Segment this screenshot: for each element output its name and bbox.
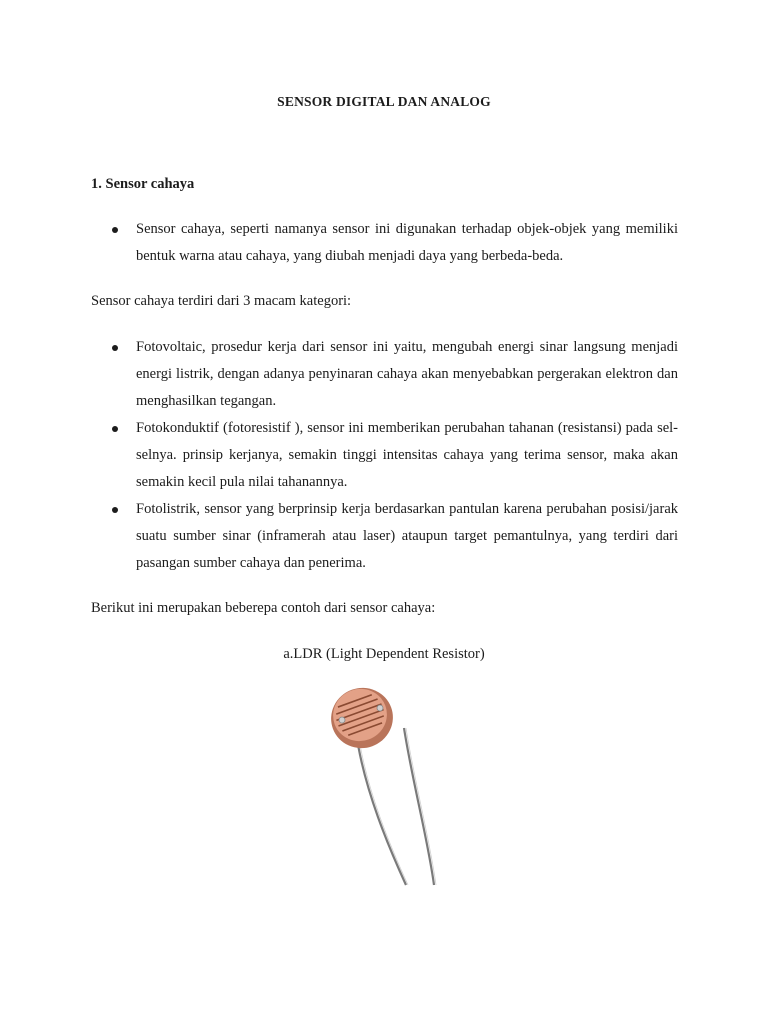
bullet-icon: [112, 345, 118, 351]
bullet-text: Fotovoltaic, prosedur kerja dari sensor ini yaitu, mengubah energi sinar langsung menjadi energi listrik, dengan adanya penyinaran cahaya akan menyebabkan pergerakan elektron dan menghasilkan tegangan.: [136, 339, 678, 409]
category-bullet-list: [91, 334, 678, 577]
figure-caption: a.LDR (Light Dependent Resistor): [283, 646, 485, 662]
list-item: [91, 216, 678, 270]
bullet-text: Fotolistrik, sensor yang berprinsip kerja berdasarkan pantulan karena perubahan posisi/jarak suatu sumber sinar (inframerah atau laser) ataupun target pemantulnya, yang terdiri dari pasangan sumber cahaya dan penerima.: [136, 501, 678, 571]
document-title: SENSOR DIGITAL DAN ANALOG: [277, 94, 491, 109]
list-item: [91, 496, 678, 577]
section-heading: 1. Sensor cahaya: [91, 176, 195, 192]
bullet-icon: [112, 507, 118, 513]
intro-bullet-list: [91, 216, 678, 270]
bullet-icon: [112, 426, 118, 432]
ldr-photoresistor-icon: [320, 680, 460, 890]
bullet-text: Fotokonduktif (fotoresistif ), sensor ini memberikan perubahan tahanan (resistansi) pada sel-selnya. prinsip kerjanya, semakin tinggi intensitas cahaya yang terima sensor, maka akan semakin kecil pula nilai tahanannya.: [136, 420, 678, 490]
list-item: [91, 334, 678, 415]
examples-intro: Berikut ini merupakan beberepa contoh dari sensor cahaya:: [91, 600, 436, 616]
bullet-text: Sensor cahaya, seperti namanya sensor ini digunakan terhadap objek-objek yang memiliki bentuk warna atau cahaya, yang diubah menjadi daya yang berbeda-beda.: [136, 221, 678, 264]
bullet-icon: [112, 227, 118, 233]
categories-intro: Sensor cahaya terdiri dari 3 macam kategori:: [91, 293, 352, 309]
list-item: [91, 415, 678, 496]
